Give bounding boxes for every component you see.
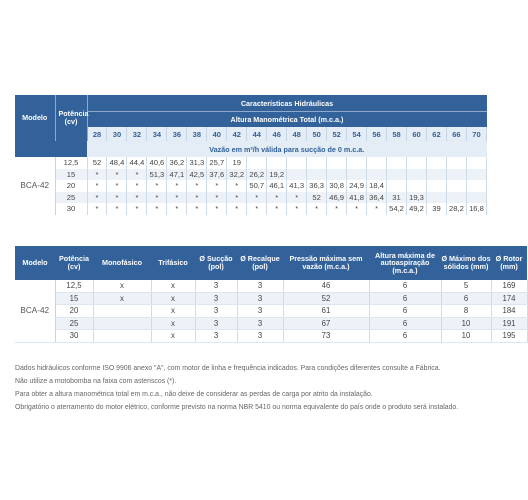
- height-header: 42: [227, 127, 247, 141]
- height-header: 56: [367, 127, 387, 141]
- note-aterramento: Obrigatório o aterramento do motor elétrico, conforme previsto na norma NBR 5410 ou norma equivalente do país onde o produto será instalado.: [15, 404, 459, 411]
- height-header: 66: [446, 127, 466, 141]
- flow-value-cell: [466, 192, 486, 204]
- flow-value-cell: *: [147, 203, 167, 215]
- spec-cell: 3: [237, 280, 283, 292]
- flow-value-cell: [407, 169, 427, 181]
- spec-header: Altura máxima de autoaspiração (m.c.a.): [369, 246, 441, 280]
- flow-value-cell: [287, 169, 307, 181]
- flow-value-cell: 37,6: [207, 169, 227, 181]
- table-row: [15, 157, 487, 169]
- hydraulic-table-body: [15, 157, 487, 215]
- flow-value-cell: 42,5: [187, 169, 207, 181]
- table-title: Características Hidráulicas: [87, 95, 487, 112]
- flow-value-cell: *: [107, 203, 127, 215]
- vazao-label: Vazão em m³/h válida para sucção de 0 m.c.a.: [87, 141, 487, 157]
- flow-value-cell: *: [207, 203, 227, 215]
- flow-value-cell: [287, 157, 307, 169]
- spec-cell: x: [151, 292, 195, 305]
- flow-value-cell: *: [127, 180, 147, 192]
- flow-value-cell: 16,8: [466, 203, 486, 215]
- flow-value-cell: [466, 157, 486, 169]
- flow-value-cell: *: [207, 180, 227, 192]
- flow-value-cell: 52: [87, 157, 107, 169]
- flow-value-cell: 18,4: [367, 180, 387, 192]
- flow-value-cell: 26,2: [247, 169, 267, 181]
- flow-value-cell: [466, 169, 486, 181]
- flow-value-cell: 49,2: [407, 203, 427, 215]
- spec-cell: 6: [369, 330, 441, 343]
- spec-cell: 6: [369, 280, 441, 292]
- spec-cell: 3: [195, 330, 237, 343]
- flow-value-cell: 36,3: [307, 180, 327, 192]
- spec-cell: 3: [237, 317, 283, 330]
- height-header: 58: [387, 127, 407, 141]
- spec-cell: 3: [195, 280, 237, 292]
- spec-cell: 10: [441, 330, 491, 343]
- col-header-potencia: Potência (cv): [55, 95, 87, 141]
- flow-value-cell: *: [107, 169, 127, 181]
- spec-cell: x: [151, 317, 195, 330]
- flow-value-cell: 41,8: [347, 192, 367, 204]
- flow-value-cell: 36,2: [167, 157, 187, 169]
- flow-value-cell: *: [87, 192, 107, 204]
- spec-cell: 61: [283, 305, 369, 318]
- height-header: 32: [127, 127, 147, 141]
- flow-value-cell: [407, 157, 427, 169]
- flow-value-cell: 40,6: [147, 157, 167, 169]
- spec-cell: 73: [283, 330, 369, 343]
- note-asterisk: Não utilize a motobomba na faixa com asteriscos (*).: [15, 378, 177, 385]
- flow-value-cell: 48,4: [107, 157, 127, 169]
- flow-value-cell: 19,2: [267, 169, 287, 181]
- spec-cell: 12,5: [55, 280, 93, 292]
- table-row: [15, 292, 527, 305]
- table-row: [15, 280, 527, 292]
- spec-cell: 3: [195, 292, 237, 305]
- spec-cell: 191: [491, 317, 527, 330]
- spec-cell: 3: [237, 330, 283, 343]
- flow-value-cell: *: [87, 203, 107, 215]
- spec-cell: 30: [55, 330, 93, 343]
- note-perdas: Para obter a altura manométrica total em m.c.a., não deixe de considerar as perdas de carga por atrito da instalação.: [15, 391, 373, 398]
- flow-value-cell: *: [187, 192, 207, 204]
- spec-cell: 8: [441, 305, 491, 318]
- potencia-cell: 25: [55, 192, 87, 204]
- flow-value-cell: *: [267, 192, 287, 204]
- spec-cell: 3: [237, 292, 283, 305]
- flow-value-cell: 50,7: [247, 180, 267, 192]
- flow-value-cell: [407, 180, 427, 192]
- flow-value-cell: 32,2: [227, 169, 247, 181]
- flow-value-cell: [307, 157, 327, 169]
- flow-value-cell: *: [107, 192, 127, 204]
- spec-cell: [93, 317, 151, 330]
- flow-value-cell: [426, 157, 446, 169]
- spec-cell: 169: [491, 280, 527, 292]
- flow-value-cell: *: [187, 180, 207, 192]
- spec-cell: 6: [369, 292, 441, 305]
- potencia-cell: 20: [55, 180, 87, 192]
- flow-value-cell: *: [127, 169, 147, 181]
- flow-value-cell: [426, 169, 446, 181]
- flow-value-cell: *: [287, 203, 307, 215]
- flow-value-cell: [367, 157, 387, 169]
- spec-cell: 184: [491, 305, 527, 318]
- flow-value-cell: [347, 169, 367, 181]
- flow-value-cell: [446, 180, 466, 192]
- flow-value-cell: 31,3: [187, 157, 207, 169]
- height-header: 50: [307, 127, 327, 141]
- flow-value-cell: *: [267, 203, 287, 215]
- flow-value-cell: [247, 157, 267, 169]
- spec-header: Pressão máxima sem vazão (m.c.a.): [283, 246, 369, 280]
- spec-header: Monofásico: [93, 246, 151, 280]
- flow-value-cell: *: [347, 203, 367, 215]
- spec-cell: 6: [441, 292, 491, 305]
- spec-cell: 15: [55, 292, 93, 305]
- flow-value-cell: [267, 157, 287, 169]
- height-header: 30: [107, 127, 127, 141]
- flow-value-cell: [466, 180, 486, 192]
- height-header: 52: [327, 127, 347, 141]
- flow-value-cell: *: [87, 180, 107, 192]
- table-row: [15, 203, 487, 215]
- height-header: 70: [466, 127, 486, 141]
- flow-value-cell: [347, 157, 367, 169]
- spec-cell: 5: [441, 280, 491, 292]
- potencia-cell: 30: [55, 203, 87, 215]
- flow-value-cell: [446, 192, 466, 204]
- spec-cell: 20: [55, 305, 93, 318]
- spec-cell: x: [93, 280, 151, 292]
- flow-value-cell: 25,7: [207, 157, 227, 169]
- table-row: [15, 330, 527, 343]
- flow-value-cell: *: [187, 203, 207, 215]
- flow-value-cell: 30,8: [327, 180, 347, 192]
- spec-cell: 3: [195, 317, 237, 330]
- table-row: [15, 180, 487, 192]
- spec-cell: x: [151, 330, 195, 343]
- flow-value-cell: 47,1: [167, 169, 187, 181]
- flow-value-cell: 46,1: [267, 180, 287, 192]
- flow-value-cell: *: [247, 203, 267, 215]
- spec-cell: 3: [237, 305, 283, 318]
- flow-value-cell: *: [127, 192, 147, 204]
- flow-value-cell: *: [147, 192, 167, 204]
- flow-value-cell: [387, 169, 407, 181]
- flow-value-cell: 51,3: [147, 169, 167, 181]
- height-header: 46: [267, 127, 287, 141]
- flow-value-cell: *: [147, 180, 167, 192]
- spec-header: Modelo: [15, 246, 55, 280]
- header-spacer: [15, 141, 87, 157]
- flow-value-cell: [426, 180, 446, 192]
- spec-cell: 3: [195, 305, 237, 318]
- spec-cell: 10: [441, 317, 491, 330]
- spec-cell: 195: [491, 330, 527, 343]
- height-header: 60: [407, 127, 427, 141]
- spec-cell: 25: [55, 317, 93, 330]
- spec-header: Ø Rotor (mm): [491, 246, 527, 280]
- spec-cell: 6: [369, 317, 441, 330]
- spec-cell: x: [151, 305, 195, 318]
- spec-cell: x: [93, 292, 151, 305]
- height-header: 36: [167, 127, 187, 141]
- spec-cell: 67: [283, 317, 369, 330]
- spec-cell: [93, 305, 151, 318]
- flow-value-cell: 19: [227, 157, 247, 169]
- flow-value-cell: 28,2: [446, 203, 466, 215]
- flow-value-cell: 44,4: [127, 157, 147, 169]
- spec-header: Ø Máximo dos sólidos (mm): [441, 246, 491, 280]
- table-row: [15, 169, 487, 181]
- model-name: BCA-42: [15, 157, 55, 215]
- height-header: 40: [207, 127, 227, 141]
- flow-value-cell: *: [167, 203, 187, 215]
- flow-value-cell: *: [227, 180, 247, 192]
- flow-value-cell: *: [367, 203, 387, 215]
- height-header: 44: [247, 127, 267, 141]
- height-header: 28: [87, 127, 107, 141]
- flow-value-cell: *: [167, 192, 187, 204]
- spec-header: Ø Sucção (pol): [195, 246, 237, 280]
- flow-value-cell: 52: [307, 192, 327, 204]
- spec-cell: 6: [369, 305, 441, 318]
- flow-value-cell: [307, 169, 327, 181]
- flow-value-cell: 54,2: [387, 203, 407, 215]
- height-header: 48: [287, 127, 307, 141]
- flow-value-cell: *: [247, 192, 267, 204]
- flow-value-cell: *: [307, 203, 327, 215]
- flow-value-cell: 39: [426, 203, 446, 215]
- spec-cell: x: [151, 280, 195, 292]
- spec-cell: [93, 330, 151, 343]
- potencia-cell: 12,5: [55, 157, 87, 169]
- height-header: 38: [187, 127, 207, 141]
- flow-value-cell: *: [87, 169, 107, 181]
- flow-value-cell: 24,9: [347, 180, 367, 192]
- height-header: 34: [147, 127, 167, 141]
- flow-value-cell: 46,9: [327, 192, 347, 204]
- model-name: BCA-42: [15, 280, 55, 342]
- flow-value-cell: [327, 157, 347, 169]
- flow-value-cell: 31: [387, 192, 407, 204]
- flow-value-cell: [446, 157, 466, 169]
- flow-value-cell: *: [227, 203, 247, 215]
- potencia-cell: 15: [55, 169, 87, 181]
- specs-table-body: [15, 280, 527, 342]
- hydraulic-characteristics-table: [15, 95, 487, 215]
- table-row: [15, 305, 527, 318]
- flow-value-cell: [387, 157, 407, 169]
- flow-value-cell: 36,4: [367, 192, 387, 204]
- flow-value-cell: [446, 169, 466, 181]
- flow-value-cell: [426, 192, 446, 204]
- flow-value-cell: 41,3: [287, 180, 307, 192]
- spec-cell: 52: [283, 292, 369, 305]
- flow-value-cell: *: [167, 180, 187, 192]
- flow-value-cell: [367, 169, 387, 181]
- flow-value-cell: [327, 169, 347, 181]
- table-row: [15, 192, 487, 204]
- specs-header-row: [15, 246, 527, 280]
- table-subtitle: Altura Manométrica Total (m.c.a.): [87, 112, 487, 128]
- flow-value-cell: [387, 180, 407, 192]
- flow-value-cell: *: [207, 192, 227, 204]
- flow-value-cell: *: [107, 180, 127, 192]
- height-header: 62: [426, 127, 446, 141]
- spec-cell: 174: [491, 292, 527, 305]
- flow-value-cell: *: [287, 192, 307, 204]
- spec-cell: 46: [283, 280, 369, 292]
- spec-header: Ø Recalque (pol): [237, 246, 283, 280]
- technical-specs-table: [15, 246, 528, 343]
- flow-value-cell: *: [227, 192, 247, 204]
- flow-value-cell: *: [327, 203, 347, 215]
- spec-header: Trifásico: [151, 246, 195, 280]
- spec-header: Potência (cv): [55, 246, 93, 280]
- flow-value-cell: 19,3: [407, 192, 427, 204]
- flow-value-cell: *: [127, 203, 147, 215]
- table-row: [15, 317, 527, 330]
- col-header-modelo: Modelo: [15, 95, 55, 141]
- height-header: 54: [347, 127, 367, 141]
- footnotes: [15, 362, 495, 414]
- note-iso: Dados hidráulicos conforme ISO 9906 anexo "A", com motor de linha e frequência indicados. Para condições diferentes consulte a Fábrica.: [15, 365, 441, 372]
